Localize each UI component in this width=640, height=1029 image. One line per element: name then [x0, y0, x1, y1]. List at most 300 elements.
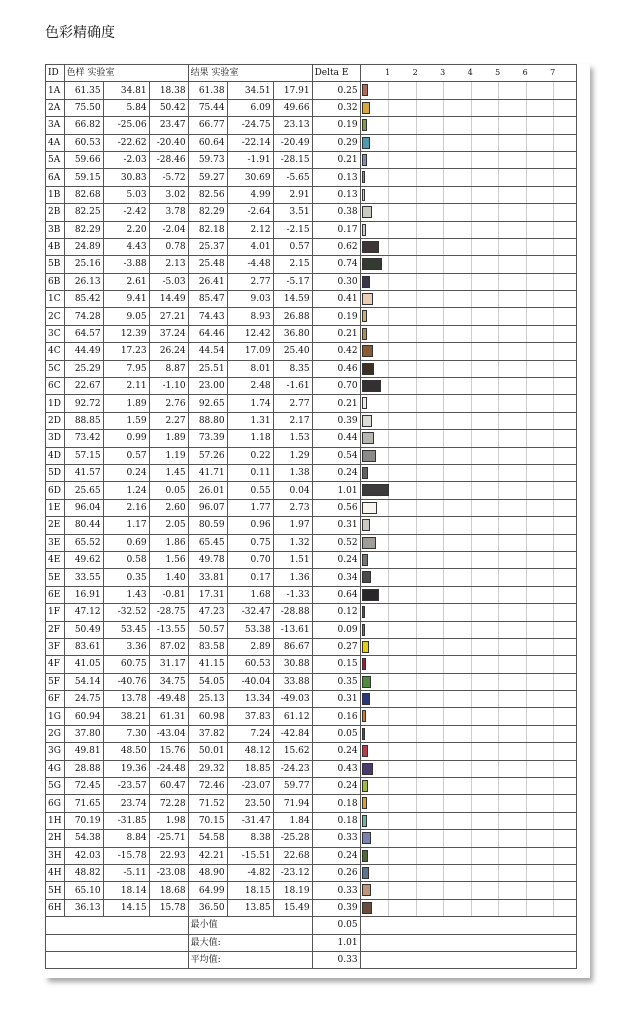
- table-row: [46, 673, 577, 690]
- table-row: [46, 621, 577, 638]
- grid-line: [498, 378, 499, 394]
- grid-line: [388, 535, 389, 551]
- lab-value: 3.51: [273, 204, 312, 221]
- summary-blank: [46, 934, 189, 951]
- lab-value: 3.36: [103, 638, 149, 655]
- lab-value: -5.03: [149, 273, 188, 290]
- grid-line: [526, 865, 527, 881]
- grid-line: [526, 135, 527, 151]
- delta-e-bar-cell: [360, 673, 576, 690]
- delta-e-bar: [362, 171, 366, 183]
- delta-e-value: 0.05: [312, 725, 360, 742]
- delta-e-value: 0.29: [312, 134, 360, 151]
- lab-value: 22.68: [273, 847, 312, 864]
- delta-e-bar-cell: [360, 830, 576, 847]
- lab-value: 72.28: [149, 795, 188, 812]
- row-id: 1A: [46, 82, 65, 99]
- header-delta-e: Delta E: [312, 65, 360, 82]
- grid-line: [471, 865, 472, 881]
- lab-value: 0.55: [227, 482, 273, 499]
- table-row: [46, 864, 577, 881]
- grid-line: [471, 795, 472, 811]
- grid-line: [388, 308, 389, 324]
- lab-value: -49.03: [273, 691, 312, 708]
- grid-line: [526, 743, 527, 759]
- lab-value: -43.04: [149, 725, 188, 742]
- lab-value: 50.49: [64, 621, 103, 638]
- grid-line: [443, 187, 444, 203]
- summary-label: 最大值:: [188, 934, 312, 951]
- row-id: 6F: [46, 691, 65, 708]
- scale-label: 6: [522, 68, 528, 77]
- lab-value: 1.59: [103, 412, 149, 429]
- grid-line: [416, 535, 417, 551]
- grid-line: [471, 604, 472, 620]
- lab-value: 85.47: [188, 291, 227, 308]
- delta-e-bar-cell: [360, 464, 576, 481]
- delta-e-bar-cell: [360, 691, 576, 708]
- delta-e-bar: [362, 554, 369, 566]
- lab-value: 1.77: [227, 499, 273, 516]
- delta-e-bar-cell: [360, 430, 576, 447]
- delta-e-value: 0.52: [312, 534, 360, 551]
- lab-value: -15.51: [227, 847, 273, 864]
- lab-value: 37.82: [188, 725, 227, 742]
- row-id: 4G: [46, 760, 65, 777]
- lab-value: 4.01: [227, 238, 273, 255]
- grid-line: [553, 274, 554, 290]
- grid-line: [416, 82, 417, 98]
- grid-line: [498, 395, 499, 411]
- grid-line: [416, 761, 417, 777]
- lab-value: 26.24: [149, 343, 188, 360]
- delta-e-bar-cell: [360, 204, 576, 221]
- lab-value: 27.21: [149, 308, 188, 325]
- grid-line: [388, 604, 389, 620]
- grid-line: [471, 82, 472, 98]
- grid-line: [443, 326, 444, 342]
- lab-value: 2.20: [103, 221, 149, 238]
- summary-row: [46, 934, 577, 951]
- lab-value: 1.86: [149, 534, 188, 551]
- summary-bar-blank: [360, 917, 576, 934]
- grid-line: [443, 830, 444, 846]
- lab-value: 83.61: [64, 638, 103, 655]
- grid-line: [526, 274, 527, 290]
- grid-line: [498, 326, 499, 342]
- grid-line: [471, 674, 472, 690]
- table-row: [46, 464, 577, 481]
- scale-label: 5: [495, 68, 501, 77]
- grid-line: [498, 152, 499, 168]
- grid-line: [388, 813, 389, 829]
- grid-line: [388, 117, 389, 133]
- row-id: 3G: [46, 743, 65, 760]
- delta-e-bar-cell: [360, 134, 576, 151]
- delta-e-bar: [362, 397, 368, 409]
- row-id: 1F: [46, 604, 65, 621]
- table-row: [46, 812, 577, 829]
- lab-value: 23.13: [273, 117, 312, 134]
- grid-line: [416, 135, 417, 151]
- delta-e-bar-cell: [360, 586, 576, 603]
- lab-value: 1.68: [227, 586, 273, 603]
- lab-value: 26.41: [188, 273, 227, 290]
- lab-value: 26.13: [64, 273, 103, 290]
- grid-line: [443, 82, 444, 98]
- lab-value: 1.40: [149, 569, 188, 586]
- grid-line: [498, 361, 499, 377]
- lab-value: 17.23: [103, 343, 149, 360]
- header-sample: 色样 实验室: [64, 65, 188, 82]
- row-id: 2E: [46, 517, 65, 534]
- lab-value: 96.04: [64, 499, 103, 516]
- grid-line: [443, 100, 444, 116]
- delta-e-value: 0.24: [312, 743, 360, 760]
- lab-value: 74.28: [64, 308, 103, 325]
- lab-value: 2.11: [103, 378, 149, 395]
- lab-value: 60.53: [227, 656, 273, 673]
- grid-line: [388, 378, 389, 394]
- grid-line: [553, 691, 554, 707]
- lab-value: 15.49: [273, 899, 312, 916]
- delta-e-bar: [362, 884, 371, 896]
- grid-line: [498, 900, 499, 916]
- lab-value: 1.53: [273, 430, 312, 447]
- lab-value: 12.39: [103, 325, 149, 342]
- grid-line: [416, 778, 417, 794]
- lab-value: -3.88: [103, 256, 149, 273]
- grid-line: [443, 691, 444, 707]
- delta-e-value: 0.70: [312, 378, 360, 395]
- delta-e-bar-cell: [360, 360, 576, 377]
- delta-e-bar: [362, 832, 371, 844]
- delta-e-value: 0.41: [312, 291, 360, 308]
- lab-value: 71.65: [64, 795, 103, 812]
- row-id: 5G: [46, 778, 65, 795]
- grid-line: [526, 378, 527, 394]
- lab-value: 42.21: [188, 847, 227, 864]
- lab-value: 0.96: [227, 517, 273, 534]
- delta-e-bar-cell: [360, 221, 576, 238]
- grid-line: [416, 691, 417, 707]
- lab-value: -22.62: [103, 134, 149, 151]
- grid-line: [498, 117, 499, 133]
- grid-line: [526, 308, 527, 324]
- summary-value: 1.01: [312, 934, 360, 951]
- grid-line: [553, 413, 554, 429]
- delta-e-bar-cell: [360, 447, 576, 464]
- grid-line: [416, 569, 417, 585]
- grid-line: [443, 743, 444, 759]
- lab-value: 72.46: [188, 778, 227, 795]
- grid-line: [471, 726, 472, 742]
- delta-e-bar: [362, 241, 379, 253]
- grid-line: [416, 395, 417, 411]
- lab-value: 80.59: [188, 517, 227, 534]
- grid-line: [526, 204, 527, 220]
- delta-e-value: 0.13: [312, 186, 360, 203]
- lab-value: 3.02: [149, 186, 188, 203]
- delta-e-bar-cell: [360, 412, 576, 429]
- grid-line: [498, 343, 499, 359]
- grid-line: [471, 135, 472, 151]
- table-row: [46, 551, 577, 568]
- grid-line: [498, 482, 499, 498]
- lab-value: -15.78: [103, 847, 149, 864]
- row-id: 3F: [46, 638, 65, 655]
- row-id: 5E: [46, 569, 65, 586]
- lab-value: 0.70: [227, 551, 273, 568]
- grid-line: [388, 674, 389, 690]
- lab-value: 92.65: [188, 395, 227, 412]
- grid-line: [553, 639, 554, 655]
- lab-value: 1.45: [149, 464, 188, 481]
- table-row: [46, 291, 577, 308]
- lab-value: 0.57: [273, 238, 312, 255]
- grid-line: [498, 535, 499, 551]
- grid-line: [416, 100, 417, 116]
- lab-value: 59.66: [64, 151, 103, 168]
- grid-line: [526, 482, 527, 498]
- row-id: 4A: [46, 134, 65, 151]
- lab-value: 60.53: [64, 134, 103, 151]
- grid-line: [553, 778, 554, 794]
- delta-e-value: 0.16: [312, 708, 360, 725]
- grid-line: [443, 169, 444, 185]
- lab-value: 30.69: [227, 169, 273, 186]
- delta-e-bar: [362, 119, 367, 131]
- table-row: [46, 117, 577, 134]
- table-row: [46, 308, 577, 325]
- grid-line: [443, 882, 444, 898]
- lab-value: -23.07: [227, 778, 273, 795]
- lab-value: 13.85: [227, 899, 273, 916]
- delta-e-bar: [362, 310, 367, 322]
- delta-e-bar-cell: [360, 656, 576, 673]
- grid-line: [498, 135, 499, 151]
- lab-value: 25.16: [64, 256, 103, 273]
- grid-line: [526, 726, 527, 742]
- summary-row: [46, 917, 577, 934]
- lab-value: 71.94: [273, 795, 312, 812]
- table-row: [46, 899, 577, 916]
- summary-row: [46, 951, 577, 968]
- grid-line: [443, 378, 444, 394]
- lab-value: 41.57: [64, 464, 103, 481]
- grid-line: [443, 639, 444, 655]
- grid-line: [498, 430, 499, 446]
- lab-value: 2.16: [103, 499, 149, 516]
- lab-value: 2.13: [149, 256, 188, 273]
- lab-value: 1.19: [149, 447, 188, 464]
- table-row: [46, 186, 577, 203]
- lab-value: 60.94: [64, 708, 103, 725]
- delta-e-bar-cell: [360, 864, 576, 881]
- grid-line: [471, 395, 472, 411]
- delta-e-bar-cell: [360, 325, 576, 342]
- table-row: [46, 273, 577, 290]
- lab-value: -22.14: [227, 134, 273, 151]
- lab-value: 61.31: [149, 708, 188, 725]
- row-id: 2D: [46, 412, 65, 429]
- scale-label: 4: [467, 68, 473, 77]
- table-row: [46, 517, 577, 534]
- grid-line: [388, 395, 389, 411]
- lab-value: 1.24: [103, 482, 149, 499]
- grid-line: [443, 604, 444, 620]
- grid-line: [388, 326, 389, 342]
- grid-line: [553, 378, 554, 394]
- lab-value: 70.19: [64, 812, 103, 829]
- delta-e-bar: [362, 867, 369, 879]
- grid-line: [553, 813, 554, 829]
- lab-value: -28.15: [273, 151, 312, 168]
- delta-e-value: 0.18: [312, 795, 360, 812]
- lab-value: 18.85: [227, 760, 273, 777]
- grid-line: [471, 187, 472, 203]
- lab-value: 25.51: [188, 360, 227, 377]
- lab-value: -2.42: [103, 204, 149, 221]
- lab-value: -1.10: [149, 378, 188, 395]
- lab-value: 49.62: [64, 551, 103, 568]
- grid-line: [416, 882, 417, 898]
- grid-line: [443, 552, 444, 568]
- lab-value: -24.48: [149, 760, 188, 777]
- grid-line: [416, 517, 417, 533]
- scale-label: 1: [385, 68, 391, 77]
- lab-value: -32.52: [103, 604, 149, 621]
- lab-value: 49.66: [273, 99, 312, 116]
- lab-value: 83.58: [188, 638, 227, 655]
- grid-line: [471, 465, 472, 481]
- row-id: 6C: [46, 378, 65, 395]
- grid-line: [553, 604, 554, 620]
- grid-line: [388, 587, 389, 603]
- grid-line: [498, 517, 499, 533]
- lab-value: -5.11: [103, 864, 149, 881]
- grid-line: [443, 465, 444, 481]
- grid-line: [443, 517, 444, 533]
- table-row: [46, 151, 577, 168]
- grid-line: [471, 761, 472, 777]
- grid-line: [388, 656, 389, 672]
- grid-line: [471, 361, 472, 377]
- grid-line: [416, 587, 417, 603]
- lab-value: -49.48: [149, 691, 188, 708]
- grid-line: [471, 517, 472, 533]
- grid-line: [526, 761, 527, 777]
- page-title: 色彩精确度: [45, 25, 115, 41]
- lab-value: -28.46: [149, 151, 188, 168]
- grid-line: [498, 708, 499, 724]
- grid-line: [526, 430, 527, 446]
- grid-line: [526, 587, 527, 603]
- grid-line: [416, 830, 417, 846]
- grid-line: [388, 622, 389, 638]
- lab-value: 0.57: [103, 447, 149, 464]
- lab-value: 2.12: [227, 221, 273, 238]
- grid-line: [443, 500, 444, 516]
- grid-line: [553, 448, 554, 464]
- delta-e-bar-cell: [360, 638, 576, 655]
- summary-blank: [46, 951, 189, 968]
- grid-line: [471, 569, 472, 585]
- lab-value: 8.38: [227, 830, 273, 847]
- grid-line: [498, 604, 499, 620]
- row-id: 3H: [46, 847, 65, 864]
- delta-e-bar: [362, 797, 367, 809]
- grid-line: [498, 204, 499, 220]
- lab-value: 96.07: [188, 499, 227, 516]
- lab-value: 53.38: [227, 621, 273, 638]
- delta-e-value: 0.54: [312, 447, 360, 464]
- lab-value: 66.77: [188, 117, 227, 134]
- grid-line: [471, 430, 472, 446]
- row-id: 4H: [46, 864, 65, 881]
- row-id: 4B: [46, 238, 65, 255]
- summary-bar-blank: [360, 934, 576, 951]
- lab-value: 25.40: [273, 343, 312, 360]
- delta-e-bar-cell: [360, 778, 576, 795]
- lab-value: 60.75: [103, 656, 149, 673]
- table-row: [46, 378, 577, 395]
- grid-line: [443, 795, 444, 811]
- lab-value: 82.56: [188, 186, 227, 203]
- grid-line: [526, 152, 527, 168]
- delta-e-value: 0.35: [312, 673, 360, 690]
- grid-line: [416, 413, 417, 429]
- grid-line: [553, 343, 554, 359]
- lab-value: 44.49: [64, 343, 103, 360]
- table-row: [46, 99, 577, 116]
- delta-e-value: 0.31: [312, 517, 360, 534]
- grid-line: [388, 743, 389, 759]
- delta-e-bar: [362, 728, 365, 740]
- table-row: [46, 82, 577, 99]
- row-id: 3B: [46, 221, 65, 238]
- lab-value: 26.88: [273, 308, 312, 325]
- grid-line: [416, 378, 417, 394]
- lab-value: -20.49: [273, 134, 312, 151]
- delta-e-value: 0.24: [312, 847, 360, 864]
- lab-value: -5.72: [149, 169, 188, 186]
- grid-line: [388, 882, 389, 898]
- grid-line: [498, 726, 499, 742]
- delta-e-bar: [362, 745, 369, 757]
- lab-value: -23.57: [103, 778, 149, 795]
- grid-line: [471, 743, 472, 759]
- delta-e-bar-cell: [360, 395, 576, 412]
- grid-line: [416, 552, 417, 568]
- row-id: 5F: [46, 673, 65, 690]
- grid-line: [388, 135, 389, 151]
- grid-line: [498, 100, 499, 116]
- delta-e-bar: [362, 363, 375, 375]
- lab-value: 73.42: [64, 430, 103, 447]
- grid-line: [471, 100, 472, 116]
- lab-value: 18.19: [273, 882, 312, 899]
- delta-e-value: 0.24: [312, 551, 360, 568]
- grid-line: [526, 535, 527, 551]
- grid-line: [416, 308, 417, 324]
- lab-value: 88.80: [188, 412, 227, 429]
- grid-line: [416, 708, 417, 724]
- grid-line: [416, 326, 417, 342]
- row-id: 5C: [46, 360, 65, 377]
- grid-line: [471, 117, 472, 133]
- lab-value: -4.82: [227, 864, 273, 881]
